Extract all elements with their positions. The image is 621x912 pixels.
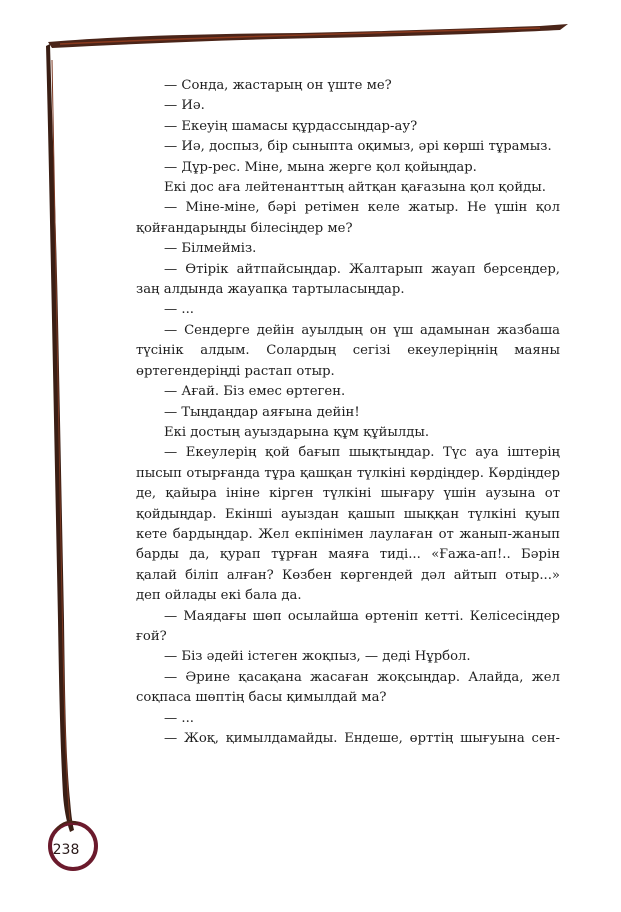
paragraph: — Сонда, жастарың он үште ме?	[164, 78, 392, 93]
paragraph: — Әрине қасақана жасаған жоқсыңдар. Алайда, жел соқпаса шөптің басы қимылдай ма?	[136, 669, 560, 706]
paragraph: — Білмейміз.	[164, 241, 257, 257]
paragraph: — Жоқ, қимылдамайды. Ендеше, өрттің шығуына сен-	[164, 731, 560, 746]
top-brush-stroke	[48, 24, 568, 48]
paragraph: — Тыңдаңдар аяғына дейін!	[164, 404, 360, 420]
page-body-text	[136, 76, 560, 749]
paragraph: — Ағай. Біз емес өртеген.	[164, 384, 346, 400]
paragraph: — Сендерге дейін ауылдың он үш адамынан жазбаша түсінік алдым. Солардың сегізі екеулеріңнің маяны өртегендеріңді растап отыр.	[136, 322, 560, 379]
left-brush-stroke	[46, 44, 74, 832]
paragraph: — Дұр-рес. Міне, мына жерге қол қойыңдар.	[164, 159, 477, 175]
paragraph: — Екеуің шамасы құрдассыңдар-ау?	[164, 118, 418, 134]
paragraph: — Екеулерің қой бағып шықтыңдар. Түс ауа іштерің пысып отырғанда тұра қашқан түлкіні көрдіңдер. Көрдіңдер де, қайыра ініне кірген түлкіні шығару үшін аузына от қойдыңдар. Екінші ауыздан қашып шыққан түлкіні қуып кете бардыңдар. Жел екпінімен лаулаған от жанып-жанып барды да, қурап тұрған маяға тиді... «Ғажа-ап!.. Бәрін қалай біліп алған? Көзбен көргендей дәл айтып отыр...» деп ойлады екі бала да.	[136, 445, 560, 604]
paragraph: — ...	[164, 302, 194, 318]
paragraph: Екі дос аға лейтенанттың айтқан қағазына қол қойды.	[164, 180, 546, 196]
paragraph: — Маядағы шөп осылайша өртеніп кетті. Келісесіңдер ғой?	[136, 608, 560, 644]
paragraph: Екі достың ауыздарына құм құйылды.	[164, 424, 430, 440]
paragraph: — Міне-міне, бәрі ретімен келе жатыр. Не үшін қол қойғандарыңды білесіңдер ме?	[136, 200, 560, 236]
paragraph: — Біз әдейі істеген жоқпыз, — деді Нұрбол.	[164, 649, 471, 665]
page-number: 238	[52, 842, 80, 858]
paragraph: — Иә, доспыз, бір сыныпта оқимыз, әрі көрші тұрамыз.	[164, 139, 552, 155]
paragraph: — Иә.	[164, 98, 205, 114]
paragraph: — ...	[164, 710, 194, 726]
paragraph: — Өтірік айтпайсыңдар. Жалтарып жауап берсеңдер, заң алдында жауапқа тартыласыңдар.	[136, 261, 560, 298]
